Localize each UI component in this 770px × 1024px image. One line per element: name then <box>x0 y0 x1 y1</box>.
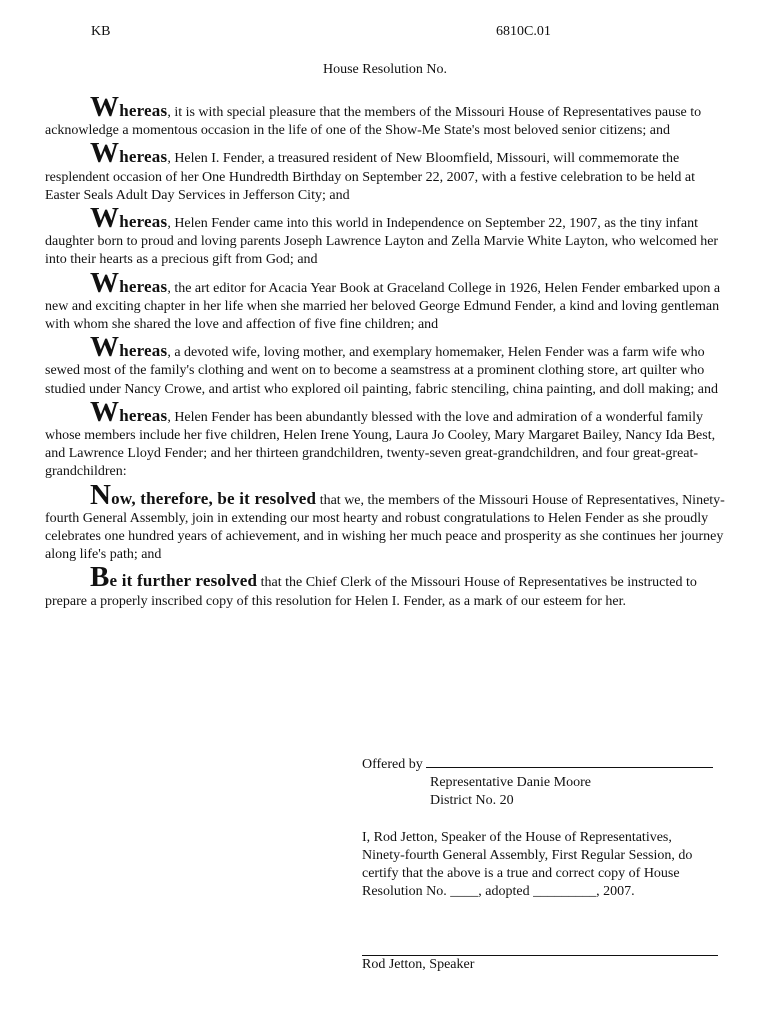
paragraph-lead <box>90 395 168 428</box>
whereas-paragraph-6 <box>45 395 727 482</box>
header-initials: KB <box>91 24 111 39</box>
lead-word: hereas <box>119 276 168 296</box>
paragraph-lead <box>90 137 168 170</box>
page-title: House Resolution No. <box>322 62 448 77</box>
lead-word: e it further resolved <box>109 571 258 591</box>
whereas-paragraph-5 <box>45 331 727 399</box>
certification-line: certify that the above is a true and correct copy of House <box>362 866 680 882</box>
paragraph-text: , the art editor for Acacia Year Book at Graceland College in 1926, Helen Fender embarked upon a new and exciting chapter in her life when she married her beloved George Edmund Fender, a kind and loving gentleman with whom she shared the love and affection of five fine children; and <box>45 280 721 333</box>
lead-word: hereas <box>119 405 168 425</box>
speaker-signature-line <box>362 943 718 956</box>
lead-word: ow, therefore, be it resolved <box>111 488 317 508</box>
drop-capital: W <box>90 395 120 428</box>
document-number: 6810C.01 <box>496 24 551 39</box>
paragraph-text: that we, the members of the Missouri House of Representatives, Ninety-fourth General Assembly, join in extending our most hearty and robust congratulations to Helen Fender as she proudly celebrates one hundred years of achievement, and in wishing her much peace and prosperity as she continues her journey along life's path; and <box>45 492 725 563</box>
drop-capital: W <box>90 331 120 364</box>
drop-capital: B <box>90 561 110 594</box>
representative-name: Representative Danie Moore <box>430 775 591 791</box>
drop-capital: W <box>90 137 120 170</box>
certification-line: I, Rod Jetton, Speaker of the House of Representatives, <box>362 829 672 845</box>
whereas-paragraph-2 <box>45 137 727 205</box>
paragraph-lead <box>90 561 258 594</box>
drop-capital: W <box>90 91 120 123</box>
lead-word: hereas <box>119 341 168 361</box>
whereas-paragraph-1 <box>45 91 727 140</box>
offered-by-label: Offered by <box>362 757 423 772</box>
resolved-paragraph <box>45 478 727 565</box>
paragraph-text: , a devoted wife, loving mother, and exemplary homemaker, Helen Fender was a farm wife who sewed most of the family's clothing and went on to become a seamstress at a prominent clothing store, art quilter who studied under Nancy Crowe, and artist who explored oil painting, fabric stenciling, china painting, and doll making; and <box>45 345 719 397</box>
paragraph-text: , Helen Fender has been abundantly blessed with the love and admiration of a wonderful family whose members include her five children, Helen Irene Young, Laura Jo Cooley, Mary Margaret Bailey, Nancy Ida Best, and Lawrence Lloyd Fender; and her thirteen grandchildren, twenty-seven great-grandchildren, and four great-great-grandchildren: <box>45 409 716 480</box>
district-number: District No. 20 <box>430 793 514 809</box>
certification-line: Resolution No. ____, adopted _________, 2007. <box>362 884 635 900</box>
resolution-body <box>45 91 727 615</box>
certification-line: Ninety-fourth General Assembly, First Regular Session, do <box>362 847 693 863</box>
lead-word: hereas <box>119 147 168 167</box>
offered-by-line <box>362 754 722 774</box>
speaker-name: Rod Jetton, Speaker <box>362 957 475 973</box>
signature-line <box>426 754 713 768</box>
paragraph-text: , Helen I. Fender, a treasured resident of New Bloomfield, Missouri, will commemorate the resplendent occasion of her One Hundredth Birthday on September 22, 2007, with a festive celebration to be held at Easter Seals Adult Day Services in Jefferson City; and <box>45 151 696 203</box>
whereas-paragraph-4 <box>45 266 727 335</box>
paragraph-text: , Helen Fender came into this world in Independence on September 22, 1907, as the tiny infant daughter born to proud and loving parents Joseph Lawrence Layton and Zella Marvie White Layton, who welcomed her into their hearts as a precious gift from God; and <box>45 216 719 268</box>
drop-capital: W <box>90 266 120 299</box>
drop-capital: W <box>90 202 120 235</box>
paragraph-lead <box>90 202 168 235</box>
paragraph-lead <box>90 331 168 364</box>
paragraph-text: , it is with special pleasure that the members of the Missouri House of Representatives pause to acknowledge a momentous occasion in the life of one of the Show-Me State's most beloved senior citizens; and <box>45 105 702 139</box>
lead-word: hereas <box>119 101 168 120</box>
whereas-paragraph-3 <box>45 202 727 270</box>
drop-capital: N <box>90 478 112 511</box>
further-resolved-paragraph <box>45 561 727 610</box>
paragraph-lead <box>90 478 317 511</box>
lead-word: hereas <box>119 212 168 232</box>
paragraph-text: that the Chief Clerk of the Missouri House of Representatives be instructed to prepare a properly inscribed copy of this resolution for Helen I. Fender, as a mark of our esteem for her. <box>45 575 697 609</box>
paragraph-lead <box>90 91 168 123</box>
signature-block <box>362 754 722 975</box>
paragraph-lead <box>90 266 168 299</box>
